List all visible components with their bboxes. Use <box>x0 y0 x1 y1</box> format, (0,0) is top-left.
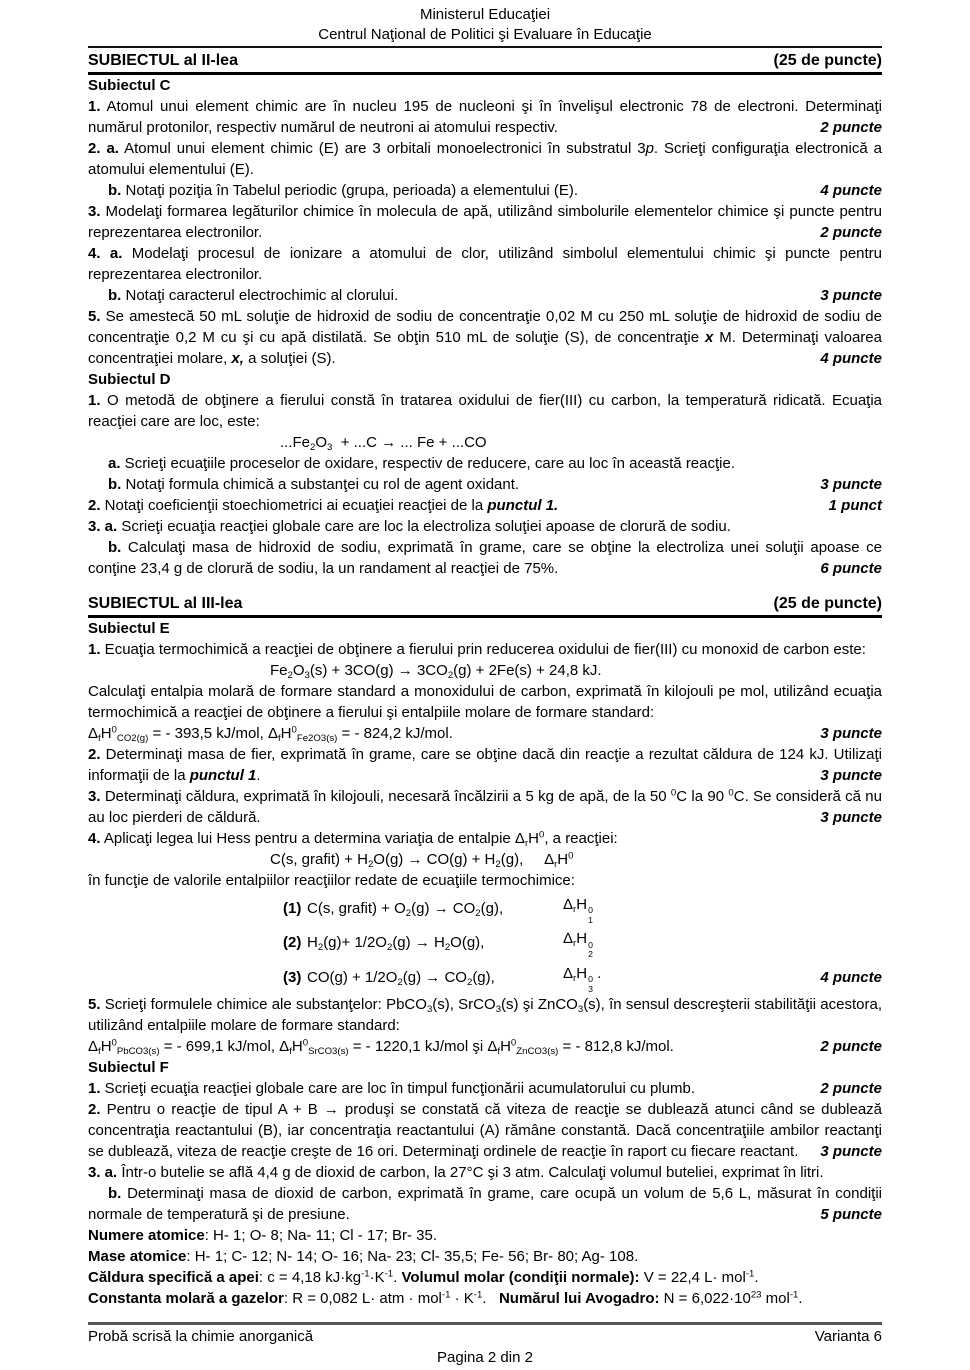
exam-item <box>88 453 882 474</box>
exam-item <box>88 723 882 744</box>
item-text: a. Scrieţi ecuaţiile proceselor de oxidare, respectiv de reducere, care au loc în această reacţie. <box>108 455 736 472</box>
footer-rule <box>88 1322 882 1325</box>
item-text: Mase atomice: H- 1; C- 12; N- 14; O- 16; Na- 23; Cl- 35,5; Fe- 56; Br- 80; Ag- 108. <box>88 1248 639 1266</box>
points-label: 3 puncte <box>812 1141 882 1162</box>
exam-item <box>88 243 882 285</box>
points-label: 4 puncte <box>792 180 882 201</box>
item-text: $...Fe_2O_3 + ...C$ → ... Fe + ...CO <box>280 434 487 453</box>
item-text: 1. O metodă de obţinere a fierului constă în tratarea oxidului de fier(III) cu carbon, la temperatură ridicată. Ecuaţia reacţiei care are loc, este: <box>88 392 882 430</box>
equation <box>88 660 882 681</box>
item-text: 3. a. Într-o butelie se află 4,4 g de dioxid de carbon, la 27°C şi 3 atm. Calculaţi volumul buteliei, exprimat în litri. <box>88 1164 824 1182</box>
exam-item <box>88 1183 882 1225</box>
subsection-title: Subiectul D <box>88 371 171 388</box>
subsection-title: Subiectul C <box>88 77 171 94</box>
points-label: 5 puncte <box>792 1204 882 1225</box>
exam-item <box>88 681 882 723</box>
equation <box>88 432 882 453</box>
document-footer <box>88 1322 882 1368</box>
points-label: 4 puncte <box>812 348 882 369</box>
section-points: (25 de puncte) <box>773 595 882 612</box>
item-text: 2. Pentru o reacţie de tipul A + B → produşi se constată că viteza de reacţie se dublează atunci când se dublează concentraţia reactantului (B), iar concentraţia reactantului (A) rămâne constantă. Dacă concentraţiile ambilor reactanţi se dublează, viteza de reacţie creşte de 16 ori. Determinaţi ordinele de reacţie în raport cu fiecare reactant. <box>88 1101 882 1161</box>
item-text: Constanta molară a gazelor: R = 0,082 L· atm · $mol^{-1} \cdot K^{-1}$. Numărul lui Avogadro: $N = 6,022\cdot 10^{23}$ mol$^{-1}$. <box>88 1289 803 1308</box>
subsection-title: Subiectul F <box>88 1059 169 1077</box>
exam-item <box>88 870 882 891</box>
item-text: b. Notaţi formula chimică a substanţei cu rol de agent oxidant. <box>108 476 520 493</box>
equation <box>88 849 882 870</box>
ministry-title: Ministerul Educaţiei <box>419 6 551 23</box>
equation-enthalpy: $\Delta_rH$ 0 3 . <box>563 964 602 994</box>
points-label: 3 puncte <box>812 723 882 744</box>
section-points: (25 de puncte) <box>773 52 882 69</box>
exam-item <box>88 138 882 180</box>
points-label: 6 puncte <box>792 558 882 579</box>
points-label: 3 puncte <box>792 474 882 495</box>
item-text: $\Delta_fH^0_{PbCO3(s)}$ = - 699,1 kJ/mol, $\Delta_fH^0_{SrCO3(s)}$ = - 1220,1 kJ/mol şi $\Delta_fH^0_{ZnCO3(s)}$ = - 812,8 kJ/mol. <box>88 1037 674 1058</box>
exam-item <box>88 828 882 849</box>
item-text: C(s, grafit) + $H_2O(g) \to CO(g) + H_2(g)$, $\Delta_rH^0$ <box>270 850 574 870</box>
item-text: 3. Modelaţi formarea legăturilor chimice în molecula de apă, utilizând simbolurile elementelor chimice şi puncte pentru reprezentarea electronilor. <box>88 203 882 241</box>
item-text: 2. a. Atomul unui element chimic (E) are 3 orbitali monoelectronici în substratul 3p. Scrieţi configuraţia electronică a atomului elementului (E). <box>88 140 882 178</box>
item-text: Calculaţi entalpia molară de formare standard a monoxidului de carbon, exprimată în kilojouli pe mol, utilizând ecuaţia termochimică a reacţiei de obţinere a fierului şi entalpiile molare de formare standard: <box>88 683 882 721</box>
points-label: 2 puncte <box>812 1078 882 1099</box>
points-label: 4 puncte <box>820 968 882 986</box>
exam-item <box>88 474 882 495</box>
subsection-title: Subiectul E <box>88 620 170 637</box>
footer-variant: Varianta 6 <box>814 1328 882 1345</box>
footer-page-number: Pagina 2 din 2 <box>437 1349 533 1366</box>
equation-formula: $H_2(g)+ 1/2O_2(g) \to H_2O(g)$, <box>307 934 485 954</box>
footer-exam-name: Probă scrisă la chimie anorganică <box>88 1328 314 1345</box>
item-text: b. Determinaţi masa de dioxid de carbon, exprimată în grame, care ocupă un volum de 5,6 L, măsurat în condiţii normale de temperatură şi de presiune. <box>88 1185 882 1224</box>
item-text: 2. Notaţi coeficienţii stoechiometrici ai ecuaţiei reacţiei de la punctul 1. <box>88 497 559 514</box>
exam-item <box>88 1267 882 1288</box>
equation-number: (1) <box>283 899 302 917</box>
item-text: 1. Atomul unui element chimic are în nucleu 195 de nucleoni şi în învelişul electronic 78 de electroni. Determinaţi numărul protonilor, respectiv numărul de neutroni ai atomului respectiv. <box>88 98 882 136</box>
points-label: 2 puncte <box>812 222 882 243</box>
item-text: $\Delta_fH^0_{CO2(g)}$ = - 393,5 kJ/mol, $\Delta_fH^0_{Fe2O3(s)}$ = - 824,2 kJ/mol. <box>88 724 453 744</box>
exam-item <box>88 285 882 306</box>
item-text: 4. a. Modelaţi procesul de ionizare a atomului de clor, utilizând simbolul elementului chimic şi puncte pentru reprezentarea electronilor. <box>88 245 883 283</box>
exam-item <box>88 516 882 537</box>
exam-item <box>88 180 882 201</box>
numbered-equation <box>88 960 882 994</box>
item-text: 3. Determinaţi căldura, exprimată în kilojouli, necesară încălzirii a 5 kg de apă, de la 50 $^0$C la 90 $^0$C. Se consideră că nu au loc pierderi de căldură. <box>88 787 882 826</box>
exam-item <box>88 390 882 432</box>
points-label: 2 puncte <box>812 1036 882 1057</box>
points-label: 3 puncte <box>812 807 882 828</box>
points-label: 3 puncte <box>812 765 882 786</box>
equation-enthalpy: $\Delta_rH$ 0 1 <box>563 896 593 925</box>
equation-number: (3) <box>283 968 302 986</box>
item-text: Căldura specifică a apei: c = 4,18 $kJ\cdot kg^{-1}\cdot K^{-1}$. Volumul molar (condiţii normale): V = 22,4 L· mol$^{-1}$. <box>88 1268 759 1287</box>
exam-item <box>88 1036 882 1057</box>
section-header-row <box>88 594 882 618</box>
points-label: 2 puncte <box>812 117 882 138</box>
item-text: 2. Determinaţi masa de fier, exprimată în grame, care se obţine dacă din reacţie a rezultat căldura de 124 kJ. Utilizaţi informaţii de la punctul 1. <box>88 746 882 784</box>
item-text: 1. Scrieţi ecuaţia reacţiei globale care are loc în timpul funcţionării acumulatorului cu plumb. <box>88 1080 695 1098</box>
numbered-equation <box>88 891 882 925</box>
exam-item <box>88 495 882 516</box>
item-text: 1. Ecuaţia termochimică a reacţiei de obţinere a fierului prin reducerea oxidului de fier(III) cu monoxid de carbon este: <box>88 641 866 658</box>
exam-item <box>88 306 882 369</box>
exam-item <box>88 1162 882 1183</box>
item-text: $Fe_2O_3(s) + 3CO(g) \to 3CO_2(g) + 2Fe(s) + 24,8$ kJ. <box>270 662 602 681</box>
item-text: b. Notaţi caracterul electrochimic al clorului. <box>108 287 399 304</box>
section-title: SUBIECTUL al II-lea <box>88 52 238 69</box>
exam-item <box>88 744 882 786</box>
center-title: Centrul Naţional de Politici şi Evaluare în Educaţie <box>318 26 652 43</box>
exam-item <box>88 96 882 138</box>
exam-item <box>88 1099 882 1162</box>
item-text: Numere atomice: H- 1; O- 8; Na- 11; Cl - 17; Br- 35. <box>88 1227 438 1245</box>
equation-formula: $CO(g) + 1/2O_2(g) \to CO_2(g)$, <box>307 968 495 988</box>
exam-item <box>88 1078 882 1099</box>
exam-item <box>88 994 882 1036</box>
section-header-row <box>88 51 882 75</box>
section-title: SUBIECTUL al III-lea <box>88 595 243 612</box>
equation-enthalpy: $\Delta_rH$ 0 2 <box>563 930 593 960</box>
item-text: 3. a. Scrieţi ecuaţia reacţiei globale care are loc la electroliza soluţiei apoase de clorură de sodiu. <box>88 518 731 535</box>
document-header <box>88 0 882 48</box>
exam-item <box>88 1288 882 1309</box>
item-text: 5. Scrieţi formulele chimice ale substanţelor: PbCO$_3$(s), SrCO$_3$(s) şi ZnCO$_3$(s), în sensul descreşterii stabilităţii acestora, utilizând entalpiile molare de formare standard: <box>88 996 883 1035</box>
exam-item <box>88 201 882 243</box>
equation-number: (2) <box>283 934 302 952</box>
item-text: 5. Se amestecă 50 mL soluţie de hidroxid de sodiu de concentraţie 0,02 M cu 250 mL soluţie de hidroxid de sodiu de concentraţie 0,2 M cu şi cu apă distilată. Se obţin 510 mL de soluţie (S), de concentraţie x M. Determinaţi valoarea concentraţiei molare, x, a soluţiei (S). <box>88 308 882 367</box>
item-text: b. Calculaţi masa de hidroxid de sodiu, exprimată în grame, care se obţine la electroliza unei soluţii apoase ce conţine 23,4 g de clorură de sodiu, la un randament al reacţiei de 75%. <box>88 539 882 577</box>
equation-formula: C(s, grafit) + $O_2(g) \to CO_2(g)$, <box>307 899 504 919</box>
exam-item <box>88 786 882 828</box>
exam-item <box>88 1246 882 1267</box>
points-label: 3 puncte <box>792 285 882 306</box>
item-text: în funcţie de valorile entalpiilor reacţiilor redate de ecuaţiile termochimice: <box>88 872 575 889</box>
item-text: b. Notaţi poziţia în Tabelul periodic (grupa, perioada) a elementului (E). <box>108 182 578 199</box>
exam-item <box>88 537 882 579</box>
exam-body <box>88 51 882 1309</box>
points-label: 1 punct <box>821 495 882 516</box>
exam-item <box>88 639 882 660</box>
item-text: 4. Aplicaţi legea lui Hess pentru a determina variaţia de entalpie $\Delta_rH^0$, a reacţiei: <box>88 829 618 849</box>
numbered-equation <box>88 925 882 959</box>
exam-item <box>88 1225 882 1246</box>
